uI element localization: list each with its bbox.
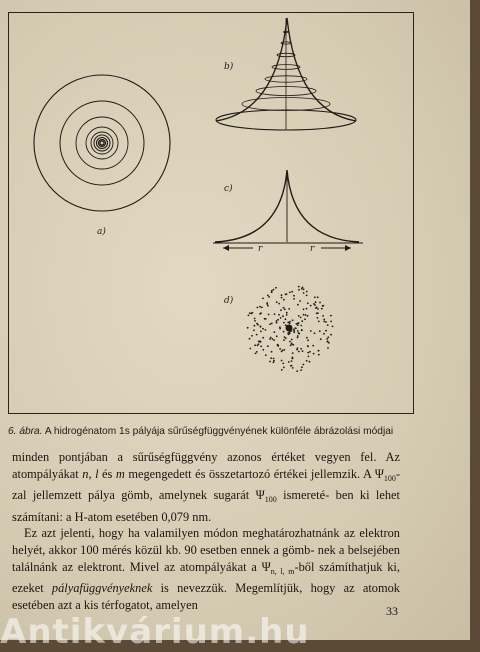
p1-line3sub: 100 <box>383 473 396 483</box>
density-dot <box>277 319 279 321</box>
density-dot <box>262 298 264 300</box>
body-text <box>12 449 400 613</box>
density-dot <box>296 323 298 325</box>
density-dot <box>306 337 308 339</box>
label-a: a) <box>97 227 106 237</box>
density-dot <box>274 313 276 315</box>
p1-line4: ben ki lehet számítani: a H-atom esetében 0,079 nm. <box>12 488 400 524</box>
density-dot <box>281 294 283 296</box>
density-dot <box>271 323 273 325</box>
density-dot <box>270 357 272 359</box>
density-dot <box>310 305 312 307</box>
density-dot <box>322 315 324 317</box>
density-dot <box>247 327 249 329</box>
density-dot <box>269 338 271 340</box>
density-dot <box>273 331 275 333</box>
density-dot <box>323 333 325 335</box>
density-dot <box>283 349 285 351</box>
p2-line4sub: n, l, m <box>270 566 295 576</box>
density-dot <box>306 360 308 362</box>
caption-number: 6. ábra. <box>8 426 43 437</box>
density-dot <box>307 315 309 317</box>
density-dot <box>319 330 321 332</box>
density-dot <box>289 321 291 323</box>
density-dot <box>298 315 300 317</box>
density-dot <box>283 331 285 333</box>
density-dot <box>314 304 316 306</box>
density-dot <box>302 350 304 352</box>
density-dot <box>327 336 329 338</box>
density-dot <box>279 328 281 330</box>
p1-line1: minden pontjában a sűrűségfüggvény azonos értéket vegyen fel. Az <box>12 450 400 464</box>
cusp-surface-diagram <box>216 18 356 130</box>
p2-line4c: is nevezzük. <box>152 581 227 596</box>
p1-line2n: n, l <box>82 466 99 481</box>
density-dot <box>254 320 256 322</box>
density-dot <box>317 308 319 310</box>
density-dot <box>260 341 262 343</box>
density-dot <box>276 335 278 337</box>
density-dot <box>285 294 287 296</box>
density-dot <box>304 318 306 320</box>
density-dot <box>279 348 281 350</box>
page-number: 33 <box>386 604 398 618</box>
density-dot <box>322 305 324 307</box>
density-dot <box>297 304 299 306</box>
p1-line3a: A Ψ <box>362 466 384 481</box>
density-dot <box>297 330 299 332</box>
density-dot <box>303 364 305 366</box>
label-b: b) <box>224 62 234 72</box>
density-dot <box>301 329 303 331</box>
nucleus-dot <box>286 325 293 332</box>
density-dot <box>286 314 288 316</box>
axis-label-r-left: r <box>258 244 263 254</box>
density-dot <box>310 330 312 332</box>
figure-caption <box>8 426 408 437</box>
density-dot <box>261 307 263 309</box>
density-dot <box>315 307 317 309</box>
density-dot <box>330 321 332 323</box>
density-dot <box>282 363 284 365</box>
density-dot <box>330 315 332 317</box>
density-dot <box>275 287 277 289</box>
density-dot <box>280 317 282 319</box>
density-dot <box>297 337 299 339</box>
label-d: d) <box>224 296 234 306</box>
density-dot <box>265 354 267 356</box>
density-dot <box>280 309 282 311</box>
density-dot <box>306 295 308 297</box>
density-dot <box>269 323 271 325</box>
density-dot <box>281 369 283 371</box>
density-dot <box>318 321 320 323</box>
density-dot <box>290 345 292 347</box>
density-dot <box>292 357 294 359</box>
density-dot <box>299 300 301 302</box>
density-dot <box>326 338 328 340</box>
density-dot <box>313 353 315 355</box>
density-dot <box>282 315 284 317</box>
density-dot <box>320 338 322 340</box>
density-dot <box>307 339 309 341</box>
density-dot <box>283 307 285 309</box>
density-dot <box>276 320 278 322</box>
p1-line3c: ismereté- <box>276 488 330 503</box>
density-dot <box>323 319 325 321</box>
density-dot <box>262 349 264 351</box>
density-dot <box>271 291 273 293</box>
p1-line3b: -zal jellemzett pálya gömb, amelynek sugarát Ψ <box>12 466 400 503</box>
density-dot <box>273 339 275 341</box>
p1-line2a: atompályákat <box>12 466 83 481</box>
density-dot <box>316 312 318 314</box>
density-dot <box>291 291 293 293</box>
p2-line1: Ez azt jelenti, hogy ha valamilyen módon meghatározhatnánk az <box>24 526 355 541</box>
density-dot <box>297 324 299 326</box>
density-dot <box>284 336 286 338</box>
density-dot <box>273 358 275 360</box>
density-dot <box>298 286 300 288</box>
density-dot <box>262 328 264 330</box>
density-dot <box>253 329 255 331</box>
p1-line2c: megengedett és összetartozó értékei jellemzik. <box>124 466 361 481</box>
density-dot <box>300 317 302 319</box>
density-dot <box>289 292 291 294</box>
density-dot <box>254 344 256 346</box>
density-dot <box>327 340 329 342</box>
radial-profile-diagram <box>213 170 363 251</box>
p1-line3sub2: 100 <box>264 495 277 505</box>
p2-line5: Megemlítjük, hogy az atomok esetében azt a kis térfogatot, amelyen <box>12 581 400 612</box>
density-dot <box>318 354 320 356</box>
density-dot <box>332 326 334 328</box>
p2-line2: elektron helyét, akkor 100 mérés közül kb. 90 esetben ennek a gömb- <box>12 526 400 557</box>
density-dot <box>260 331 262 333</box>
density-dot <box>262 337 264 339</box>
density-dot <box>307 302 309 304</box>
density-dot <box>296 370 298 372</box>
density-dot <box>293 295 295 297</box>
concentric-circles-diagram <box>34 75 170 211</box>
density-dot <box>307 352 309 354</box>
density-dot <box>292 319 294 321</box>
density-dot <box>259 313 261 315</box>
density-dot <box>287 322 289 324</box>
density-dot <box>314 296 316 298</box>
density-dot <box>327 347 329 349</box>
dot-density-diagram <box>247 286 334 372</box>
density-dot <box>256 334 258 336</box>
p1-line2b: és <box>98 466 116 481</box>
density-dot <box>325 321 327 323</box>
density-dot <box>306 308 308 310</box>
density-dot <box>251 335 253 337</box>
orbital-figure <box>9 13 413 413</box>
density-dot <box>298 289 300 291</box>
p2-line3: nek a belsejében találnánk az elektront. Mivel az atompályákat a <box>12 542 400 574</box>
density-dot <box>265 329 267 331</box>
density-dot <box>300 369 302 371</box>
density-dot <box>305 314 307 316</box>
density-dot <box>268 296 270 298</box>
density-dot <box>317 296 319 298</box>
density-dot <box>303 308 305 310</box>
density-dot <box>293 330 295 332</box>
density-dot <box>271 351 273 353</box>
density-dot <box>249 312 251 314</box>
p1-line2m: m <box>115 466 125 481</box>
density-dot <box>312 345 314 347</box>
density-dot <box>258 343 260 345</box>
density-dot <box>306 291 308 293</box>
density-dot <box>267 345 269 347</box>
density-dot <box>301 366 303 368</box>
density-dot <box>318 350 320 352</box>
density-dot <box>286 312 288 314</box>
density-dot <box>325 330 327 332</box>
density-dot <box>303 314 305 316</box>
density-dot <box>291 339 293 341</box>
density-dot <box>314 332 316 334</box>
density-dot <box>283 339 285 341</box>
density-dot <box>292 367 294 369</box>
density-dot <box>288 361 290 363</box>
density-dot <box>267 295 269 297</box>
density-dot <box>291 365 293 367</box>
density-dot <box>301 288 303 290</box>
density-dot <box>256 351 258 353</box>
density-dot <box>284 308 286 310</box>
density-dot <box>254 318 256 320</box>
density-dot <box>273 289 275 291</box>
density-dot <box>276 301 278 303</box>
density-dot <box>297 347 299 349</box>
paragraph-1 <box>12 449 400 525</box>
density-dot <box>308 356 310 358</box>
figure-frame <box>8 12 414 414</box>
density-dot <box>288 334 290 336</box>
density-dot <box>298 333 300 335</box>
density-dot <box>272 338 274 340</box>
density-dot <box>248 315 250 317</box>
density-dot <box>255 353 257 355</box>
density-dot <box>260 346 262 348</box>
density-dot <box>291 343 293 345</box>
density-dot <box>303 292 305 294</box>
density-dot <box>303 288 305 290</box>
density-dot <box>283 299 285 301</box>
density-dot <box>278 303 280 305</box>
density-dot <box>292 352 294 354</box>
density-dot <box>295 328 297 330</box>
density-dot <box>277 344 279 346</box>
density-dot <box>276 322 278 324</box>
density-dot <box>307 345 309 347</box>
density-dot <box>328 342 330 344</box>
density-dot <box>256 323 258 325</box>
density-dot <box>301 320 303 322</box>
density-dot <box>315 301 317 303</box>
paragraph-2 <box>12 525 400 613</box>
density-dot <box>330 334 332 336</box>
density-dot <box>260 326 262 328</box>
density-dot <box>283 322 285 324</box>
density-dot <box>273 361 275 363</box>
density-dot <box>298 322 300 324</box>
density-dot <box>323 321 325 323</box>
density-dot <box>293 298 295 300</box>
density-dot <box>257 307 259 309</box>
density-dot <box>278 314 280 316</box>
density-dot <box>281 351 283 353</box>
density-dot <box>249 348 251 350</box>
density-dot <box>267 305 269 307</box>
watermark-logo: Antikvárium.hu <box>0 612 310 652</box>
density-dot <box>291 360 293 362</box>
density-dot <box>283 367 285 369</box>
density-dot <box>309 351 311 353</box>
density-dot <box>269 361 271 363</box>
density-dot <box>300 325 302 327</box>
density-dot <box>317 317 319 319</box>
density-dot <box>281 360 283 362</box>
density-dot <box>285 318 287 320</box>
density-dot <box>259 306 261 308</box>
axis-label-r-right: r <box>310 244 315 254</box>
caption-text: A hidrogénatom 1s pályája sűrűségfüggvényének különféle ábrázolási módjai <box>44 426 394 437</box>
density-dot <box>266 303 268 305</box>
density-dot <box>298 351 300 353</box>
density-dot <box>281 297 283 299</box>
density-dot <box>300 348 302 350</box>
density-dot <box>297 335 299 337</box>
density-dot <box>252 312 254 314</box>
density-dot <box>319 302 321 304</box>
density-dot <box>321 308 323 310</box>
p2-line4i: pályafüggvényeknek <box>51 581 153 596</box>
density-dot <box>327 324 329 326</box>
p2-line4b: -ből számíthatjuk ki, ezeket <box>12 559 400 596</box>
density-dot <box>268 314 270 316</box>
density-dot <box>309 361 311 363</box>
density-dot <box>258 341 260 343</box>
density-dot <box>288 308 290 310</box>
density-dot <box>254 325 256 327</box>
density-dot <box>289 341 291 343</box>
density-dot <box>265 318 267 320</box>
label-c: c) <box>224 184 233 194</box>
density-dot <box>249 338 251 340</box>
p2-line4a: Ψ <box>261 559 271 574</box>
